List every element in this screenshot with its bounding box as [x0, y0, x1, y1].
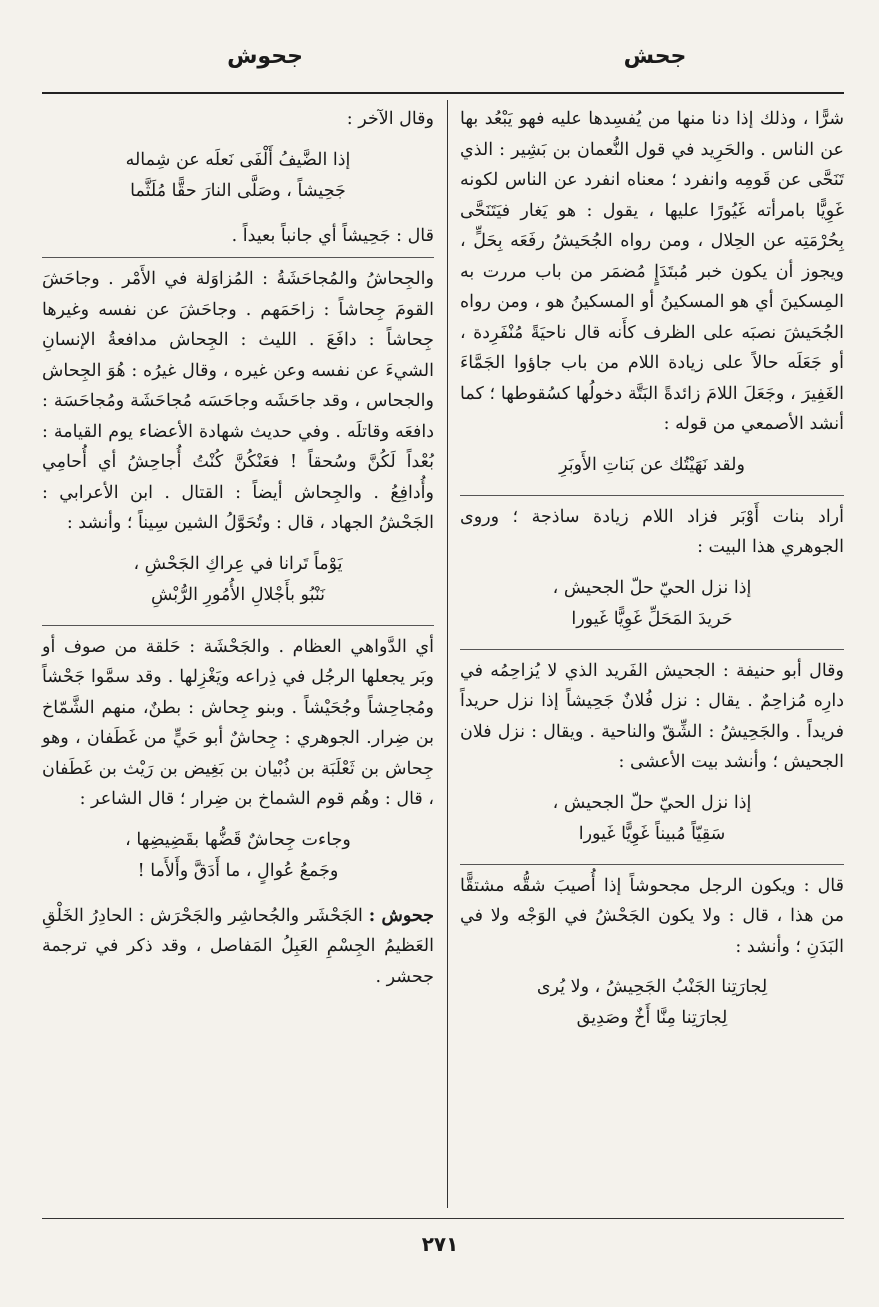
paragraph: شرًّا ، وذلك إذا دنا منها من يُفسِدها عليه فهو يَبْعُد بها عن الناس . والحَرِيد في قول النُّعمان بن بَشِير : الذي تَنَحَّى عن قَومِه وانفرد ؛ معناه انفرد عن الناس لكونه غَوِيًّا بامرأته غَيُورًا عليها ، يقول : هو يَغار فيَتَنَحَّى بِحُرْمَتِه عن الحِلال ، ومن رواه الجُحَيشُ رفَعَه بِحَلٍّ ، ويجوز أن يكون خبر مُبتَدَإٍ مُضمَر من باب مررت به المِسكينَ أي هو المسكينُ أو المسكينُ هو ، ومن رواه الجُحَيشَ نصبَه على الظرف كأَنه قال ناحيَةً مُنْفَرِدة ، أو جَعَلَه حالاً على زيادة اللام من باب جاؤوا الجَمَّاءَ الغَفِيرَ ، وجَعَلَ اللامَ زائدةً البَتَّة دخولُها كسُقوطها ؛ كما أنشد الأصمعي من قوله :: [460, 109, 844, 434]
verse-divider: [460, 495, 844, 496]
verse-line: إذا نزل الحيّ حلّ الجحيش ،: [552, 792, 752, 813]
verse: [460, 972, 844, 1034]
verse: [460, 573, 844, 635]
entry-text: الجَحْشَر والجُحاشِر والجَحْرَش : الحادِرُ الخَلْقِ العَظيمُ الجِسْمِ العَبِلُ المَفاصل ، وقد ذكر في ترجمة جحشر .: [42, 905, 434, 987]
verse-line: يَوْماً تَرانا في عِراكِ الجَحْشِ ،: [133, 553, 343, 574]
column-divider: [447, 100, 448, 1208]
left-column: [42, 104, 434, 992]
verse: [42, 145, 434, 207]
paragraph: قال : جَحِيشاً أي جانباً بعيداً .: [231, 225, 434, 246]
verse-line: سَقِيّاً مُبيناً غَوِيًّا غَيورا: [578, 823, 726, 844]
paragraph: وقال الآخر :: [346, 109, 434, 129]
verse-divider: [460, 649, 844, 650]
verse-line: حَريدَ المَحَلِّ غَوِيًّا غَيورا: [571, 608, 733, 629]
paragraph: وقال أبو حنيفة : الجحيش الفَريد الذي لا يُزاحِمُه في دارِه مُزاحِمٌ . يقال : نزل فُلانٌ جَحِيشاً إذا نزل حريداً فريداً . والجَحِيشُ : الشِّقّ والناحية . ويقال : نزل فلان الجحيش ؛ وأنشد بيت الأعشى :: [460, 660, 844, 772]
running-head-right: جحش: [623, 44, 687, 69]
verse-divider: [460, 864, 844, 865]
verse-line: إذا الضَّيفُ أَلْفَى نَعلَه عن شِماله: [125, 149, 351, 170]
bottom-rule: [42, 1218, 844, 1219]
verse-line: لِجارَتِنا مِنَّا أَخٌ وصَدِيق: [576, 1008, 728, 1028]
entry-paragraph: [42, 901, 434, 993]
verse-line: نَنْبُو بأَجْلالِ الأُمُورِ الرُّبْشِ: [150, 584, 326, 605]
verse-line: وجَمعُ عُوالٍ ، ما أَدَقَّ وأَلأَما !: [137, 860, 339, 881]
verse-line: ولقد نَهَيْتُك عن بَناتِ الأَوبَرِ: [559, 454, 745, 475]
verse-line: جَحِيشاً ، وصَلَّى النارَ حقًّا مُلَثَّما: [130, 180, 346, 201]
verse-divider: [42, 625, 434, 626]
verse: [460, 788, 844, 850]
verse-divider: [42, 257, 434, 258]
verse: [42, 549, 434, 611]
verse-line: إذا نزل الحيّ حلّ الجحيش ،: [552, 577, 752, 598]
right-column: [460, 104, 844, 1048]
entry-headword: جحوش :: [368, 905, 434, 926]
paragraph: والجِحاشُ والمُجاحَشَةُ : المُزاوَلة في الأَمْر . وجاحَشَ القومَ جِحاشاً : زاحَمَهم . وجاحَشَ عن نفسه وغيرها جِحاشاً : دافَعَ . الليث : الجِحاش مدافعةُ الإنسانِ الشيءَ عن نفسه وعن غيره ، وقال غيرُه : هُوَ الجِحاش والجحاس ، وقد جاحَشَه وجاحَسَه مُجاحَشَة ومُجاحَسَة : دافعَه وقاتلَه . وفي حديث شهادة الأعضاء يوم القيامة : بُعْداً لَكُنَّ وسُحقاً ! فعَنْكُنَّ كُنْتُ أُجاحِشُ أي أُحامِي وأُدافِعُ . والجِحاش أيضاً : القتال . ابن الأعرابي : الجَحْشُ الجهاد ، قال : وتُحَوَّلُ الشين سِيناً ؛ وأنشد :: [42, 269, 434, 533]
verse-line: وجاءت جِحاشٌ قَضُّها بقَضِيضِها ،: [125, 829, 351, 850]
verse: [42, 825, 434, 887]
paragraph: أراد بنات أَوْبَر فزاد اللام زيادة ساذجة ؛ وروى الجوهري هذا البيت :: [460, 506, 844, 557]
running-head-left: جحوش: [227, 44, 303, 69]
paragraph: قال : ويكون الرجل مجحوشاً إذا أُصيبَ شقُّه مشتقًّا من هذا ، قال : ولا يكون الجَحْشُ في الوَجْه ولا في البَدَنِ ؛ وأنشد :: [460, 875, 844, 957]
page-number: ٢٧١: [421, 1232, 459, 1256]
paragraph: أي الدَّواهي العظام . والجَحْشَة : حَلقة من صوف أو وبَر يجعلها الرجُل في ذِراعه ويَغْزِلها . وقد سمَّوا جَحْشاً ومُجاحِشاً وجُحَيْشاً . وبنو جِحاش : بطنٌ، منهم الشَّمّاخ بن ضِرار. الجوهري : جِحاشٌ أبو حَيٍّ من غَطَفان ، وهو جِحاش بن ثَعْلَبَة بن ذُبْيان بن بَغِيض بن رَيْث بن غَطَفان ، قال : وهُم قوم الشماخ بن ضِرار ؛ قال الشاعر :: [42, 636, 434, 809]
verse-line: لِجارَتِنا الجَنْبُ الجَحِيشُ ، ولا يُرى: [536, 977, 768, 997]
verse: [460, 450, 844, 481]
top-rule: [42, 92, 844, 94]
